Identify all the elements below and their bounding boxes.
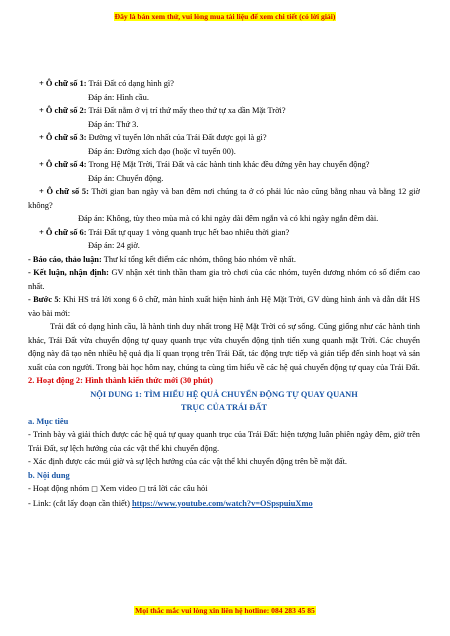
answer-6: Đáp án: 24 giờ. — [88, 241, 140, 250]
objective-heading: a. Mục tiêu — [28, 416, 69, 426]
answer-2: Đáp án: Thứ 3. — [88, 119, 139, 129]
question-3 — [28, 131, 420, 145]
conclusion-text: GV nhận xét tinh thần tham gia trò chơi của các nhóm, tuyên dương nhóm có số điểm cao nhất. — [28, 268, 420, 291]
objective-item-1: - Trình bày và giải thích được các hệ quả tự quay quanh trục của Trái Đất: hiện tượng luân phiên ngày đêm, giờ trên Trái Đất, sự lệch hướng của các vật thể khi chuyển động. — [28, 430, 420, 453]
question-label: + Ô chữ số 6: — [39, 227, 87, 237]
activity-title: 2. Hoạt động 2: Hình thành kiến thức mới (30 phút) — [28, 376, 213, 385]
question-text: Trái Đất nằm ở vị trí thứ mấy theo thứ tự xa dần Mặt Trời? — [86, 106, 286, 115]
box-icon: □ — [91, 485, 98, 493]
video-link[interactable]: https://www.youtube.com/watch?v=OSpspuiuXmo — [131, 498, 313, 508]
question-text: Trong Hệ Mặt Trời, Trái Đất và các hành tinh khác đều đứng yên hay chuyển động? — [86, 160, 370, 169]
preview-banner — [0, 11, 450, 22]
answer-1: Đáp án: Hình cầu. — [88, 92, 149, 102]
box-icon: □ — [139, 485, 146, 493]
question-text: Đường vĩ tuyến lớn nhất của Trái Đất được gọi là gì? — [86, 133, 267, 142]
objective-item-2: - Xác định được các múi giờ và sự lệch hướng của các vật thể khi chuyển động trên bề mặt đất. — [28, 457, 347, 466]
question-2 — [28, 104, 420, 118]
content-item-2 — [28, 497, 420, 511]
section-title-line2: TRỤC CỦA TRÁI ĐẤT — [180, 403, 268, 412]
question-label: + Ô chữ số 1: — [39, 79, 87, 88]
question-label: + Ô chữ số 2: — [39, 106, 87, 115]
answer-5: Đáp án: Không, tùy theo mùa mà có khi ngày dài đêm ngắn và có khi ngày ngắn đêm dài. — [78, 214, 379, 223]
question-6 — [28, 226, 420, 240]
conclusion-label: - Kết luận, nhận định: — [28, 268, 109, 277]
document-body — [28, 77, 420, 510]
conclusion-paragraph — [28, 266, 420, 293]
hotline-banner — [0, 605, 450, 616]
section-title-line1: NỘI DUNG 1: TÌM HIỂU HỆ QUẢ CHUYỂN ĐỘNG TỰ QUAY QUANH — [90, 389, 358, 399]
content-text: - Hoạt động nhóm — [28, 484, 92, 493]
content-text: trả lời các câu hỏi — [145, 484, 208, 493]
step5-paragraph — [28, 293, 420, 320]
hotline-banner-text: Mọi thắc mắc vui lòng xin liên hệ hotline: 084 283 45 85 — [135, 606, 315, 615]
question-text: Trái Đất tự quay 1 vòng quanh trục hết bao nhiêu thời gian? — [86, 227, 290, 237]
question-text: Thời gian ban ngày và ban đêm nơi chúng ta ở có phải lúc nào cũng bằng nhau và bằng 12 giờ không? — [28, 187, 420, 210]
question-1 — [28, 77, 420, 91]
step5-label: - Bước 5 — [28, 295, 59, 304]
intro-paragraph: Trái đất có dạng hình cầu, là hành tinh duy nhất trong Hệ Mặt Trời có sự sống. Cũng giống như các hành tinh khác, Trái Đất vừa chuyển động tự quay quanh trục vừa chuyển động tịnh tiến xung quanh mặt Trời. Các chuyển động này đã tạo nên nhiều hệ quả địa lí quan trọng trên Trái Đất, tác động trực tiếp và gián tiếp đến sinh hoạt và sản xuất của con người. Trong bài học hôm nay, chúng ta cùng tìm hiểu về các hệ quả chuyển động tự quay của Trái Đất. — [28, 322, 420, 372]
content-item-1 — [28, 482, 420, 497]
preview-banner-text: Đây là bản xem thử, vui lòng mua tài liệu để xem chi tiết (có lời giải) — [114, 12, 336, 21]
report-paragraph — [28, 253, 420, 267]
step5-text: : Khi HS trả lời xong 6 ô chữ, màn hình xuất hiện hình ảnh Hệ Mặt Trời, GV dùng hình ảnh và dẫn dắt HS vào bài mới: — [28, 295, 420, 318]
question-5 — [28, 185, 420, 212]
link-prefix: - Link: (cắt lấy đoạn cần thiết) — [28, 498, 132, 508]
question-label: + Ô chữ số 4: — [39, 160, 87, 169]
answer-3: Đáp án: Đường xích đạo (hoặc vĩ tuyến 00). — [88, 146, 236, 156]
question-4 — [28, 158, 420, 172]
question-label: + Ô chữ số 5: — [39, 187, 89, 196]
content-text: Xem video — [97, 484, 140, 493]
content-heading: b. Nội dung — [28, 470, 70, 480]
report-text: Thư kí tổng kết điểm các nhóm, thông báo nhóm về nhất. — [101, 254, 296, 264]
report-label: - Báo cáo, thảo luận: — [28, 254, 102, 264]
question-label: + Ô chữ số 3: — [39, 133, 87, 142]
answer-4: Đáp án: Chuyển động. — [88, 173, 164, 183]
question-text: Trái Đất có dạng hình gì? — [86, 79, 174, 88]
